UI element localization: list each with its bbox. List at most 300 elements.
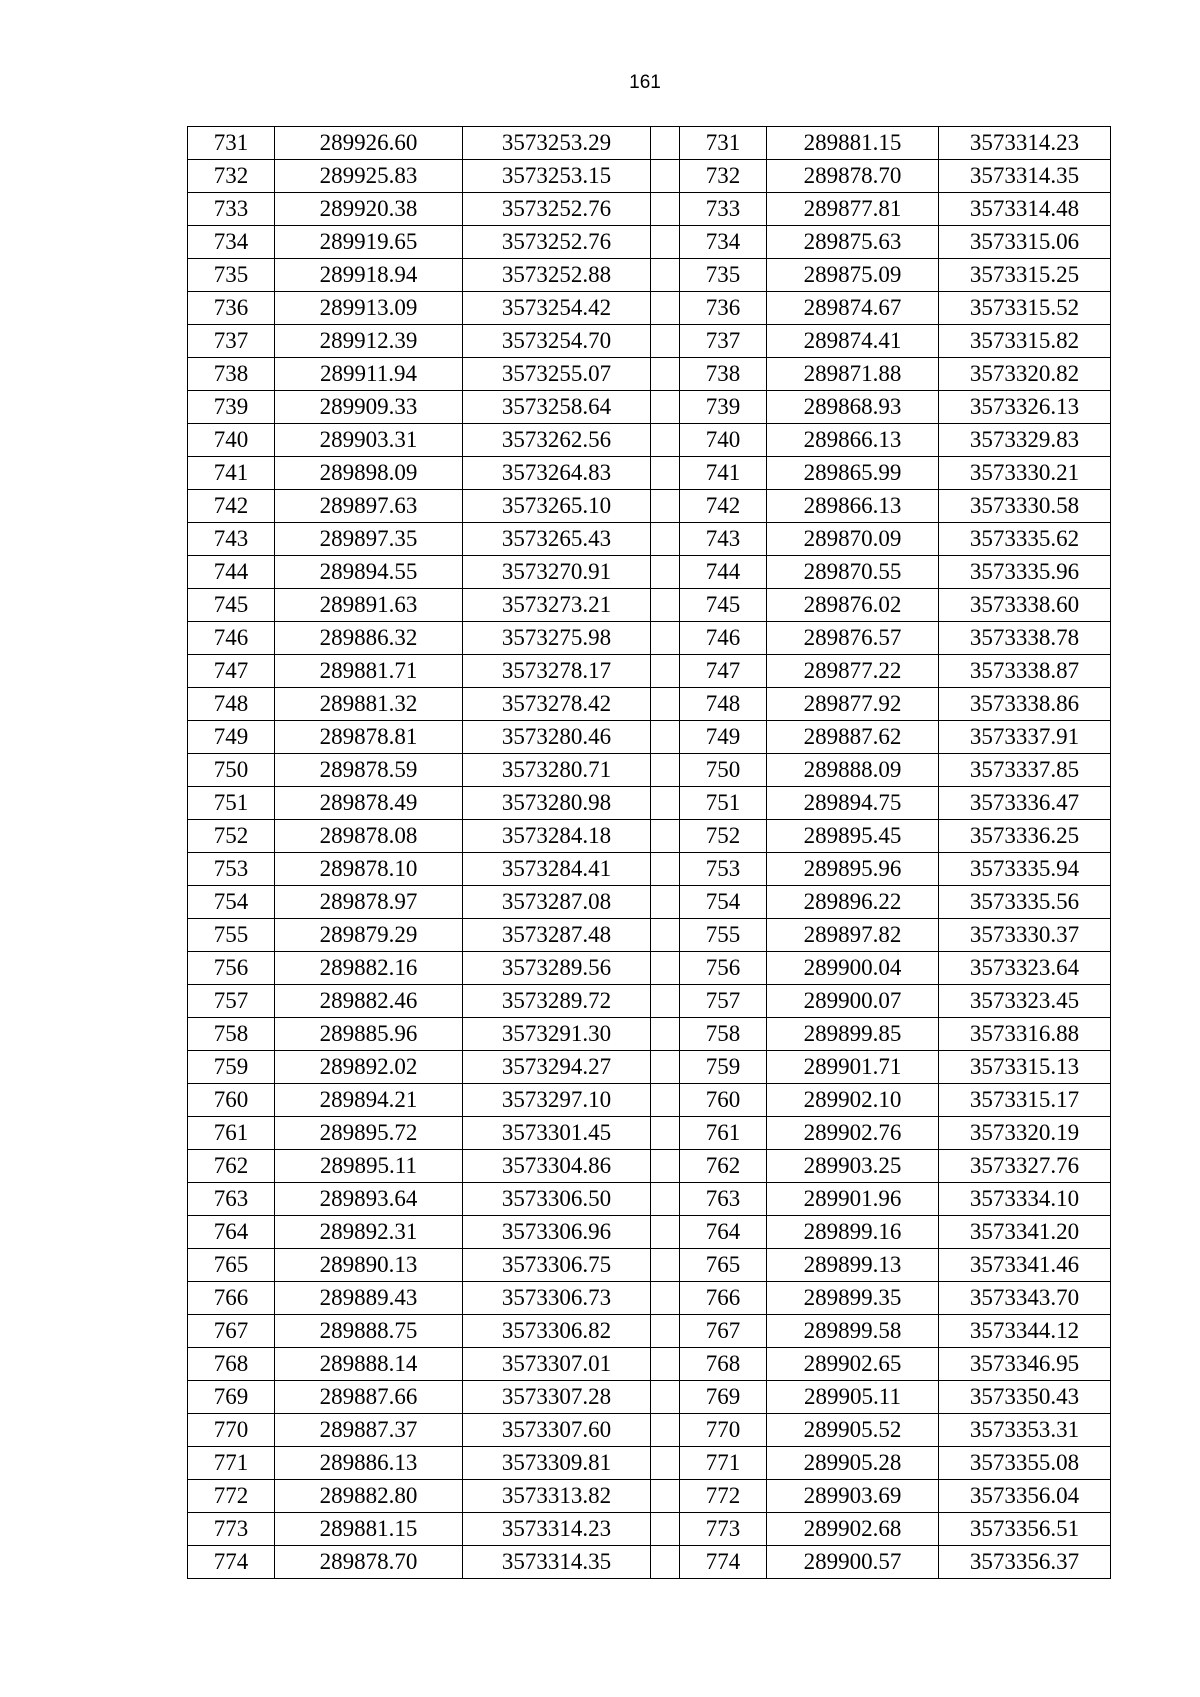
point-id-cell: 734 — [188, 226, 275, 259]
table-row — [188, 292, 1111, 325]
x-coordinate-cell: 289881.15 — [767, 127, 939, 160]
table-row — [188, 1447, 1111, 1480]
y-coordinate-cell: 3573304.86 — [463, 1150, 651, 1183]
separator-cell — [651, 1150, 680, 1183]
x-coordinate-cell: 289874.41 — [767, 325, 939, 358]
separator-cell — [651, 754, 680, 787]
x-coordinate-cell: 289892.02 — [275, 1051, 463, 1084]
y-coordinate-cell: 3573306.82 — [463, 1315, 651, 1348]
point-id-cell: 773 — [680, 1513, 767, 1546]
y-coordinate-cell: 3573320.19 — [939, 1117, 1111, 1150]
table-row — [188, 1216, 1111, 1249]
x-coordinate-cell: 289911.94 — [275, 358, 463, 391]
table-row — [188, 1414, 1111, 1447]
x-coordinate-cell: 289902.76 — [767, 1117, 939, 1150]
separator-cell — [651, 1117, 680, 1150]
separator-cell — [651, 1249, 680, 1282]
point-id-cell: 740 — [188, 424, 275, 457]
x-coordinate-cell: 289865.99 — [767, 457, 939, 490]
y-coordinate-cell: 3573314.23 — [463, 1513, 651, 1546]
x-coordinate-cell: 289875.63 — [767, 226, 939, 259]
y-coordinate-cell: 3573294.27 — [463, 1051, 651, 1084]
separator-cell — [651, 820, 680, 853]
table-row — [188, 358, 1111, 391]
point-id-cell: 731 — [188, 127, 275, 160]
y-coordinate-cell: 3573275.98 — [463, 622, 651, 655]
point-id-cell: 754 — [188, 886, 275, 919]
y-coordinate-cell: 3573335.96 — [939, 556, 1111, 589]
x-coordinate-cell: 289902.68 — [767, 1513, 939, 1546]
x-coordinate-cell: 289900.04 — [767, 952, 939, 985]
separator-cell — [651, 259, 680, 292]
y-coordinate-cell: 3573280.46 — [463, 721, 651, 754]
separator-cell — [651, 193, 680, 226]
x-coordinate-cell: 289897.82 — [767, 919, 939, 952]
separator-cell — [651, 1513, 680, 1546]
x-coordinate-cell: 289870.55 — [767, 556, 939, 589]
x-coordinate-cell: 289878.70 — [275, 1546, 463, 1579]
y-coordinate-cell: 3573355.08 — [939, 1447, 1111, 1480]
x-coordinate-cell: 289899.85 — [767, 1018, 939, 1051]
y-coordinate-cell: 3573309.81 — [463, 1447, 651, 1480]
x-coordinate-cell: 289900.07 — [767, 985, 939, 1018]
y-coordinate-cell: 3573323.64 — [939, 952, 1111, 985]
x-coordinate-cell: 289899.13 — [767, 1249, 939, 1282]
x-coordinate-cell: 289895.45 — [767, 820, 939, 853]
point-id-cell: 773 — [188, 1513, 275, 1546]
x-coordinate-cell: 289903.25 — [767, 1150, 939, 1183]
point-id-cell: 737 — [188, 325, 275, 358]
y-coordinate-cell: 3573280.98 — [463, 787, 651, 820]
x-coordinate-cell: 289878.08 — [275, 820, 463, 853]
point-id-cell: 738 — [188, 358, 275, 391]
point-id-cell: 758 — [188, 1018, 275, 1051]
table-row — [188, 1249, 1111, 1282]
x-coordinate-cell: 289902.65 — [767, 1348, 939, 1381]
separator-cell — [651, 1546, 680, 1579]
y-coordinate-cell: 3573323.45 — [939, 985, 1111, 1018]
x-coordinate-cell: 289881.32 — [275, 688, 463, 721]
x-coordinate-cell: 289874.67 — [767, 292, 939, 325]
point-id-cell: 764 — [680, 1216, 767, 1249]
point-id-cell: 738 — [680, 358, 767, 391]
separator-cell — [651, 985, 680, 1018]
x-coordinate-cell: 289893.64 — [275, 1183, 463, 1216]
x-coordinate-cell: 289878.70 — [767, 160, 939, 193]
x-coordinate-cell: 289901.71 — [767, 1051, 939, 1084]
point-id-cell: 763 — [188, 1183, 275, 1216]
coordinates-table-body — [188, 127, 1111, 1579]
separator-cell — [651, 721, 680, 754]
y-coordinate-cell: 3573252.88 — [463, 259, 651, 292]
y-coordinate-cell: 3573350.43 — [939, 1381, 1111, 1414]
x-coordinate-cell: 289898.09 — [275, 457, 463, 490]
point-id-cell: 736 — [680, 292, 767, 325]
y-coordinate-cell: 3573253.29 — [463, 127, 651, 160]
x-coordinate-cell: 289882.80 — [275, 1480, 463, 1513]
table-row — [188, 1150, 1111, 1183]
point-id-cell: 762 — [188, 1150, 275, 1183]
x-coordinate-cell: 289878.81 — [275, 721, 463, 754]
x-coordinate-cell: 289903.69 — [767, 1480, 939, 1513]
y-coordinate-cell: 3573356.51 — [939, 1513, 1111, 1546]
separator-cell — [651, 1315, 680, 1348]
point-id-cell: 764 — [188, 1216, 275, 1249]
y-coordinate-cell: 3573330.58 — [939, 490, 1111, 523]
separator-cell — [651, 1282, 680, 1315]
y-coordinate-cell: 3573280.71 — [463, 754, 651, 787]
y-coordinate-cell: 3573337.91 — [939, 721, 1111, 754]
x-coordinate-cell: 289912.39 — [275, 325, 463, 358]
separator-cell — [651, 787, 680, 820]
y-coordinate-cell: 3573338.78 — [939, 622, 1111, 655]
x-coordinate-cell: 289889.43 — [275, 1282, 463, 1315]
x-coordinate-cell: 289870.09 — [767, 523, 939, 556]
point-id-cell: 745 — [680, 589, 767, 622]
table-row — [188, 622, 1111, 655]
x-coordinate-cell: 289871.88 — [767, 358, 939, 391]
table-row — [188, 688, 1111, 721]
y-coordinate-cell: 3573306.96 — [463, 1216, 651, 1249]
table-row — [188, 721, 1111, 754]
table-row — [188, 1282, 1111, 1315]
table-row — [188, 490, 1111, 523]
x-coordinate-cell: 289892.31 — [275, 1216, 463, 1249]
x-coordinate-cell: 289877.81 — [767, 193, 939, 226]
coordinates-table — [187, 126, 1111, 1579]
point-id-cell: 741 — [680, 457, 767, 490]
x-coordinate-cell: 289888.75 — [275, 1315, 463, 1348]
x-coordinate-cell: 289866.13 — [767, 490, 939, 523]
point-id-cell: 770 — [188, 1414, 275, 1447]
x-coordinate-cell: 289866.13 — [767, 424, 939, 457]
table-row — [188, 523, 1111, 556]
y-coordinate-cell: 3573258.64 — [463, 391, 651, 424]
separator-cell — [651, 424, 680, 457]
y-coordinate-cell: 3573314.48 — [939, 193, 1111, 226]
point-id-cell: 747 — [680, 655, 767, 688]
x-coordinate-cell: 289875.09 — [767, 259, 939, 292]
x-coordinate-cell: 289887.37 — [275, 1414, 463, 1447]
y-coordinate-cell: 3573356.37 — [939, 1546, 1111, 1579]
y-coordinate-cell: 3573284.18 — [463, 820, 651, 853]
table-row — [188, 952, 1111, 985]
point-id-cell: 744 — [188, 556, 275, 589]
y-coordinate-cell: 3573326.13 — [939, 391, 1111, 424]
point-id-cell: 770 — [680, 1414, 767, 1447]
y-coordinate-cell: 3573327.76 — [939, 1150, 1111, 1183]
x-coordinate-cell: 289903.31 — [275, 424, 463, 457]
y-coordinate-cell: 3573353.31 — [939, 1414, 1111, 1447]
point-id-cell: 774 — [188, 1546, 275, 1579]
separator-cell — [651, 1216, 680, 1249]
table-row — [188, 457, 1111, 490]
separator-cell — [651, 1414, 680, 1447]
point-id-cell: 759 — [188, 1051, 275, 1084]
separator-cell — [651, 160, 680, 193]
point-id-cell: 763 — [680, 1183, 767, 1216]
point-id-cell: 751 — [680, 787, 767, 820]
x-coordinate-cell: 289895.96 — [767, 853, 939, 886]
separator-cell — [651, 292, 680, 325]
point-id-cell: 746 — [680, 622, 767, 655]
table-row — [188, 820, 1111, 853]
point-id-cell: 748 — [680, 688, 767, 721]
x-coordinate-cell: 289890.13 — [275, 1249, 463, 1282]
point-id-cell: 769 — [680, 1381, 767, 1414]
y-coordinate-cell: 3573297.10 — [463, 1084, 651, 1117]
y-coordinate-cell: 3573315.82 — [939, 325, 1111, 358]
x-coordinate-cell: 289891.63 — [275, 589, 463, 622]
separator-cell — [651, 1381, 680, 1414]
x-coordinate-cell: 289913.09 — [275, 292, 463, 325]
separator-cell — [651, 226, 680, 259]
table-row — [188, 919, 1111, 952]
point-id-cell: 759 — [680, 1051, 767, 1084]
separator-cell — [651, 952, 680, 985]
x-coordinate-cell: 289887.66 — [275, 1381, 463, 1414]
y-coordinate-cell: 3573301.45 — [463, 1117, 651, 1150]
point-id-cell: 739 — [680, 391, 767, 424]
point-id-cell: 754 — [680, 886, 767, 919]
point-id-cell: 734 — [680, 226, 767, 259]
point-id-cell: 752 — [680, 820, 767, 853]
y-coordinate-cell: 3573254.42 — [463, 292, 651, 325]
point-id-cell: 735 — [188, 259, 275, 292]
point-id-cell: 756 — [188, 952, 275, 985]
separator-cell — [651, 1480, 680, 1513]
y-coordinate-cell: 3573254.70 — [463, 325, 651, 358]
x-coordinate-cell: 289919.65 — [275, 226, 463, 259]
x-coordinate-cell: 289876.02 — [767, 589, 939, 622]
point-id-cell: 756 — [680, 952, 767, 985]
point-id-cell: 755 — [680, 919, 767, 952]
x-coordinate-cell: 289886.13 — [275, 1447, 463, 1480]
y-coordinate-cell: 3573334.10 — [939, 1183, 1111, 1216]
table-row — [188, 556, 1111, 589]
point-id-cell: 743 — [188, 523, 275, 556]
y-coordinate-cell: 3573335.62 — [939, 523, 1111, 556]
separator-cell — [651, 1051, 680, 1084]
point-id-cell: 772 — [680, 1480, 767, 1513]
point-id-cell: 735 — [680, 259, 767, 292]
y-coordinate-cell: 3573314.23 — [939, 127, 1111, 160]
x-coordinate-cell: 289920.38 — [275, 193, 463, 226]
x-coordinate-cell: 289894.75 — [767, 787, 939, 820]
point-id-cell: 766 — [188, 1282, 275, 1315]
x-coordinate-cell: 289899.35 — [767, 1282, 939, 1315]
point-id-cell: 771 — [680, 1447, 767, 1480]
point-id-cell: 731 — [680, 127, 767, 160]
point-id-cell: 760 — [680, 1084, 767, 1117]
y-coordinate-cell: 3573265.43 — [463, 523, 651, 556]
point-id-cell: 733 — [680, 193, 767, 226]
table-row — [188, 193, 1111, 226]
x-coordinate-cell: 289878.10 — [275, 853, 463, 886]
separator-cell — [651, 358, 680, 391]
x-coordinate-cell: 289900.57 — [767, 1546, 939, 1579]
point-id-cell: 741 — [188, 457, 275, 490]
table-row — [188, 1480, 1111, 1513]
separator-cell — [651, 1084, 680, 1117]
separator-cell — [651, 556, 680, 589]
y-coordinate-cell: 3573335.56 — [939, 886, 1111, 919]
table-row — [188, 1381, 1111, 1414]
y-coordinate-cell: 3573356.04 — [939, 1480, 1111, 1513]
point-id-cell: 742 — [680, 490, 767, 523]
point-id-cell: 771 — [188, 1447, 275, 1480]
y-coordinate-cell: 3573343.70 — [939, 1282, 1111, 1315]
table-row — [188, 160, 1111, 193]
separator-cell — [651, 127, 680, 160]
y-coordinate-cell: 3573289.56 — [463, 952, 651, 985]
y-coordinate-cell: 3573307.01 — [463, 1348, 651, 1381]
point-id-cell: 761 — [680, 1117, 767, 1150]
y-coordinate-cell: 3573252.76 — [463, 193, 651, 226]
point-id-cell: 749 — [188, 721, 275, 754]
y-coordinate-cell: 3573336.47 — [939, 787, 1111, 820]
separator-cell — [651, 523, 680, 556]
x-coordinate-cell: 289894.21 — [275, 1084, 463, 1117]
y-coordinate-cell: 3573253.15 — [463, 160, 651, 193]
point-id-cell: 755 — [188, 919, 275, 952]
x-coordinate-cell: 289877.92 — [767, 688, 939, 721]
y-coordinate-cell: 3573278.42 — [463, 688, 651, 721]
x-coordinate-cell: 289885.96 — [275, 1018, 463, 1051]
separator-cell — [651, 688, 680, 721]
table-row — [188, 1546, 1111, 1579]
point-id-cell: 746 — [188, 622, 275, 655]
table-row — [188, 391, 1111, 424]
point-id-cell: 736 — [188, 292, 275, 325]
y-coordinate-cell: 3573314.35 — [939, 160, 1111, 193]
table-row — [188, 787, 1111, 820]
x-coordinate-cell: 289897.63 — [275, 490, 463, 523]
x-coordinate-cell: 289901.96 — [767, 1183, 939, 1216]
y-coordinate-cell: 3573291.30 — [463, 1018, 651, 1051]
point-id-cell: 758 — [680, 1018, 767, 1051]
x-coordinate-cell: 289926.60 — [275, 127, 463, 160]
point-id-cell: 766 — [680, 1282, 767, 1315]
table-row — [188, 127, 1111, 160]
y-coordinate-cell: 3573346.95 — [939, 1348, 1111, 1381]
x-coordinate-cell: 289879.29 — [275, 919, 463, 952]
x-coordinate-cell: 289896.22 — [767, 886, 939, 919]
separator-cell — [651, 1348, 680, 1381]
y-coordinate-cell: 3573335.94 — [939, 853, 1111, 886]
separator-cell — [651, 325, 680, 358]
point-id-cell: 752 — [188, 820, 275, 853]
table-row — [188, 259, 1111, 292]
x-coordinate-cell: 289899.16 — [767, 1216, 939, 1249]
point-id-cell: 768 — [188, 1348, 275, 1381]
table-row — [188, 886, 1111, 919]
separator-cell — [651, 589, 680, 622]
point-id-cell: 739 — [188, 391, 275, 424]
table-row — [188, 754, 1111, 787]
y-coordinate-cell: 3573341.20 — [939, 1216, 1111, 1249]
separator-cell — [651, 391, 680, 424]
separator-cell — [651, 490, 680, 523]
point-id-cell: 765 — [680, 1249, 767, 1282]
separator-cell — [651, 1018, 680, 1051]
separator-cell — [651, 853, 680, 886]
x-coordinate-cell: 289905.28 — [767, 1447, 939, 1480]
point-id-cell: 751 — [188, 787, 275, 820]
y-coordinate-cell: 3573336.25 — [939, 820, 1111, 853]
separator-cell — [651, 1183, 680, 1216]
x-coordinate-cell: 289887.62 — [767, 721, 939, 754]
separator-cell — [651, 655, 680, 688]
x-coordinate-cell: 289888.09 — [767, 754, 939, 787]
y-coordinate-cell: 3573320.82 — [939, 358, 1111, 391]
separator-cell — [651, 919, 680, 952]
page-number: 161 — [629, 72, 661, 93]
y-coordinate-cell: 3573273.21 — [463, 589, 651, 622]
y-coordinate-cell: 3573255.07 — [463, 358, 651, 391]
x-coordinate-cell: 289895.72 — [275, 1117, 463, 1150]
x-coordinate-cell: 289894.55 — [275, 556, 463, 589]
table-row — [188, 589, 1111, 622]
y-coordinate-cell: 3573278.17 — [463, 655, 651, 688]
x-coordinate-cell: 289882.46 — [275, 985, 463, 1018]
y-coordinate-cell: 3573315.06 — [939, 226, 1111, 259]
point-id-cell: 767 — [188, 1315, 275, 1348]
x-coordinate-cell: 289882.16 — [275, 952, 463, 985]
x-coordinate-cell: 289909.33 — [275, 391, 463, 424]
point-id-cell: 769 — [188, 1381, 275, 1414]
table-row — [188, 1018, 1111, 1051]
point-id-cell: 747 — [188, 655, 275, 688]
y-coordinate-cell: 3573262.56 — [463, 424, 651, 457]
y-coordinate-cell: 3573315.13 — [939, 1051, 1111, 1084]
point-id-cell: 753 — [188, 853, 275, 886]
x-coordinate-cell: 289925.83 — [275, 160, 463, 193]
y-coordinate-cell: 3573306.73 — [463, 1282, 651, 1315]
table-row — [188, 1315, 1111, 1348]
point-id-cell: 743 — [680, 523, 767, 556]
x-coordinate-cell: 289918.94 — [275, 259, 463, 292]
point-id-cell: 757 — [680, 985, 767, 1018]
point-id-cell: 732 — [188, 160, 275, 193]
y-coordinate-cell: 3573315.25 — [939, 259, 1111, 292]
y-coordinate-cell: 3573313.82 — [463, 1480, 651, 1513]
point-id-cell: 737 — [680, 325, 767, 358]
point-id-cell: 757 — [188, 985, 275, 1018]
table-row — [188, 1117, 1111, 1150]
separator-cell — [651, 622, 680, 655]
separator-cell — [651, 1447, 680, 1480]
y-coordinate-cell: 3573252.76 — [463, 226, 651, 259]
point-id-cell: 762 — [680, 1150, 767, 1183]
point-id-cell: 742 — [188, 490, 275, 523]
point-id-cell: 740 — [680, 424, 767, 457]
y-coordinate-cell: 3573338.60 — [939, 589, 1111, 622]
table-row — [188, 1051, 1111, 1084]
table-row — [188, 985, 1111, 1018]
y-coordinate-cell: 3573264.83 — [463, 457, 651, 490]
x-coordinate-cell: 289888.14 — [275, 1348, 463, 1381]
x-coordinate-cell: 289878.49 — [275, 787, 463, 820]
point-id-cell: 760 — [188, 1084, 275, 1117]
point-id-cell: 745 — [188, 589, 275, 622]
x-coordinate-cell: 289899.58 — [767, 1315, 939, 1348]
x-coordinate-cell: 289881.15 — [275, 1513, 463, 1546]
point-id-cell: 761 — [188, 1117, 275, 1150]
y-coordinate-cell: 3573338.87 — [939, 655, 1111, 688]
separator-cell — [651, 886, 680, 919]
x-coordinate-cell: 289881.71 — [275, 655, 463, 688]
